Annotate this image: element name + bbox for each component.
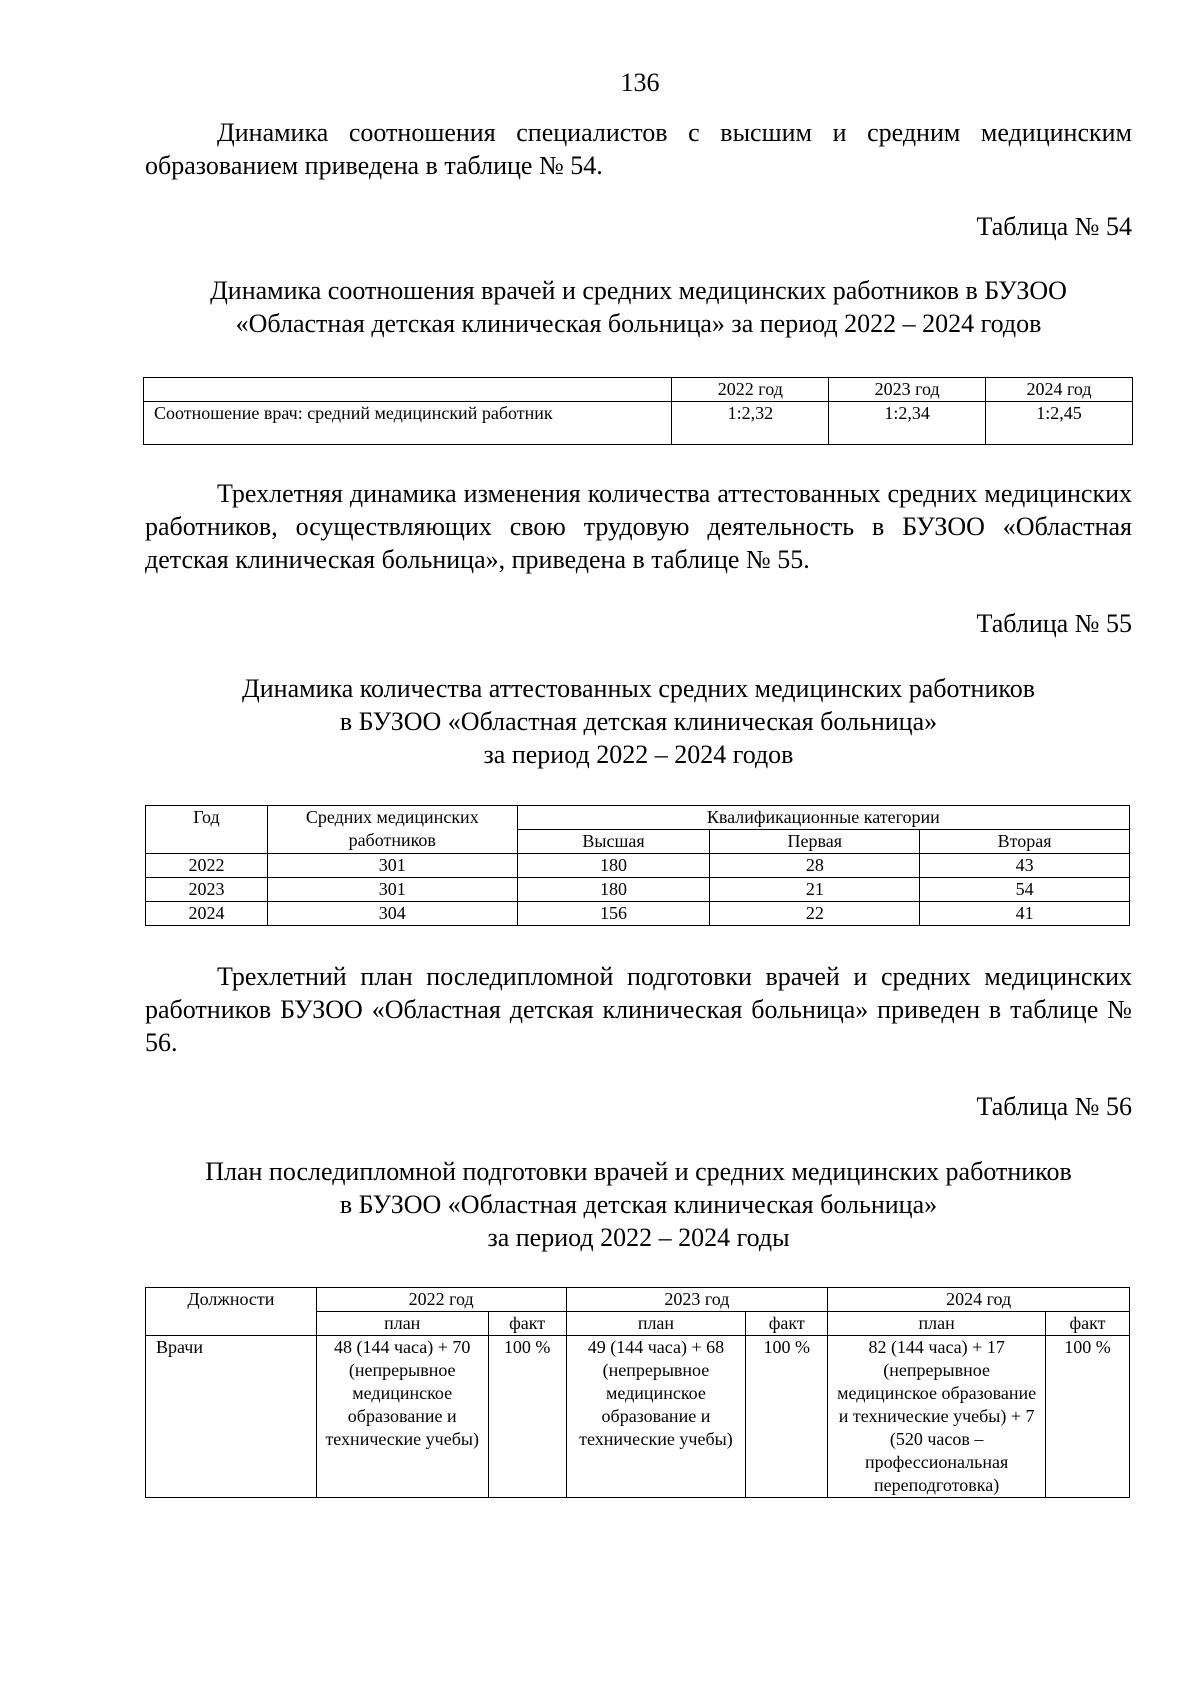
table-56 (145, 1287, 1130, 1498)
cell-plan-2022: 48 (144 часа) + 70 (непрерывное медицинское образование и технические учебы) (316, 1336, 488, 1498)
table-row (146, 1336, 1130, 1498)
intro-paragraph-55: Трехлетняя динамика изменения количества аттестованных средних медицинских работников, осуществляющих свою трудовую деятельность в БУЗОО «Областная детская клиническая больница», приведена в таблице № 55. (145, 479, 1132, 574)
cell-staff: 301 (267, 878, 517, 902)
cell-first: 22 (710, 902, 920, 926)
table-header-row (144, 378, 1133, 402)
header-2023: 2023 год (829, 378, 986, 402)
header-second: Вторая (920, 830, 1130, 854)
table-row (146, 878, 1130, 902)
cell-highest: 180 (517, 878, 710, 902)
table-row (146, 902, 1130, 926)
header-staff: Средних медицинских работников (267, 806, 517, 854)
cell-plan-2024: 82 (144 часа) + 17 (непрерывное медицинское образование и технические учебы) + 7 (520 часов – профессиональная переподготовка) (828, 1336, 1046, 1498)
header-2023: 2023 год (566, 1288, 828, 1312)
header-plan: план (566, 1312, 746, 1336)
cell-year: 2024 (146, 902, 268, 926)
cell-fact-2024: 100 % (1046, 1336, 1130, 1498)
intro-paragraph-56: Трехлетний план последипломной подготовки врачей и средних медицинских работников БУЗОО «Областная детская клиническая больница» приведен в таблице № 56. (145, 962, 1132, 1057)
cell-year: 2023 (146, 878, 268, 902)
table-56-label: Таблица № 56 (976, 1092, 1132, 1121)
cell-second: 54 (920, 878, 1130, 902)
value-2024: 1:2,45 (986, 402, 1133, 445)
header-categories: Квалификационные категории (517, 806, 1129, 830)
cell-plan-2023: 49 (144 часа) + 68 (непрерывное медицинское образование и технические учебы) (566, 1336, 746, 1498)
table-row (146, 854, 1130, 878)
header-position: Должности (146, 1288, 317, 1336)
table-header-row (146, 1288, 1130, 1312)
row-label: Соотношение врач: средний медицинский работник (144, 402, 672, 445)
header-fact: факт (746, 1312, 828, 1336)
table-56-title: План последипломной подготовки врачей и средних медицинских работников в БУЗОО «Областная детская клиническая больница» за период 2022 – 2024 годы (205, 1157, 1072, 1252)
cell-second: 41 (920, 902, 1130, 926)
cell-staff: 301 (267, 854, 517, 878)
value-2023: 1:2,34 (829, 402, 986, 445)
header-2024: 2024 год (986, 378, 1133, 402)
cell-second: 43 (920, 854, 1130, 878)
cell-year: 2022 (146, 854, 268, 878)
header-plan: план (316, 1312, 488, 1336)
cell-fact-2022: 100 % (488, 1336, 566, 1498)
table-54-label: Таблица № 54 (976, 212, 1132, 241)
header-fact: факт (488, 1312, 566, 1336)
table-cell (144, 378, 672, 402)
header-fact: факт (1046, 1312, 1130, 1336)
cell-position: Врачи (146, 1336, 317, 1498)
header-highest: Высшая (517, 830, 710, 854)
value-2022: 1:2,32 (672, 402, 829, 445)
table-54 (143, 377, 1133, 445)
header-year: Год (146, 806, 268, 854)
header-plan: план (828, 1312, 1046, 1336)
cell-highest: 180 (517, 854, 710, 878)
table-55 (145, 805, 1130, 926)
header-2024: 2024 год (828, 1288, 1130, 1312)
cell-staff: 304 (267, 902, 517, 926)
table-54-title: Динамика соотношения врачей и средних медицинских работников в БУЗОО «Областная детская клиническая больница» за период 2022 – 2024 годов (210, 276, 1067, 338)
cell-fact-2023: 100 % (746, 1336, 828, 1498)
table-55-label: Таблица № 55 (976, 609, 1132, 638)
header-2022: 2022 год (316, 1288, 566, 1312)
cell-first: 28 (710, 854, 920, 878)
table-55-title: Динамика количества аттестованных средних медицинских работников в БУЗОО «Областная детская клиническая больница» за период 2022 – 2024 годов (242, 674, 1035, 769)
header-first: Первая (710, 830, 920, 854)
cell-first: 21 (710, 878, 920, 902)
cell-highest: 156 (517, 902, 710, 926)
page-number: 136 (620, 68, 660, 97)
table-row (144, 402, 1133, 445)
intro-paragraph-54: Динамика соотношения специалистов с высшим и средним медицинским образованием приведена в таблице № 54. (145, 118, 1132, 180)
table-header-row (146, 806, 1130, 830)
header-2022: 2022 год (672, 378, 829, 402)
